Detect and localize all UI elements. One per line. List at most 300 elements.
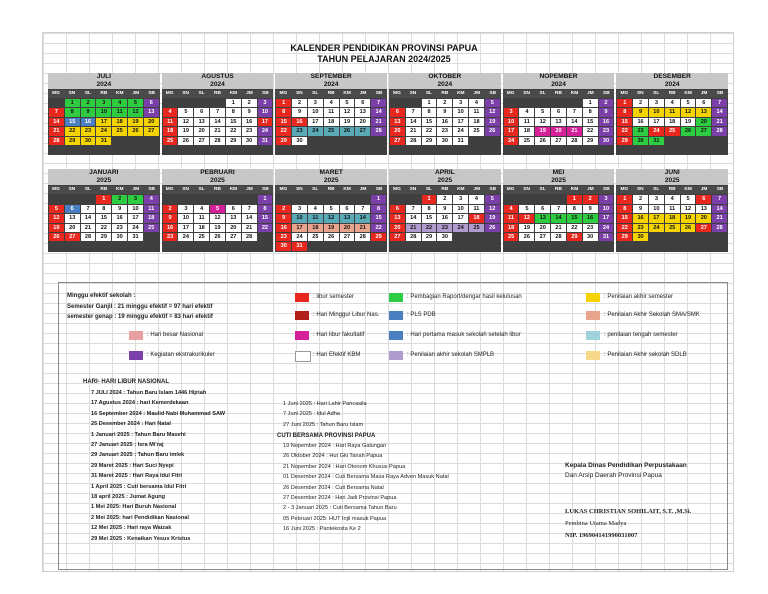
empty-cell [49, 242, 64, 250]
day-cell: 30 [437, 137, 452, 145]
day-name: RB [441, 187, 449, 193]
day-name: KM [116, 91, 124, 96]
day-name: SN [523, 187, 530, 193]
day-cell: 21 [712, 214, 727, 222]
empty-cell [551, 99, 566, 107]
holiday-item: 26 Desember 2024 : Cuti Bersama Natal [283, 484, 384, 491]
day-cell: 12 [340, 108, 355, 116]
title-line-1: KALENDER PENDIDIKAN PROVINSI PAPUA [290, 43, 478, 53]
day-cell: 10 [178, 214, 193, 222]
day-cell: 26 [178, 137, 193, 145]
day-cell: 14 [49, 118, 64, 126]
day-name: SN [636, 91, 644, 96]
month-header [48, 73, 160, 90]
day-cell: 16 [437, 118, 452, 126]
day-cell: 13 [390, 118, 405, 126]
month-header [616, 169, 728, 186]
month-name: PEBRUARI [200, 169, 235, 177]
month-name: APRIL [434, 169, 455, 177]
day-cell: 20 [340, 224, 355, 232]
day-cell: 26 [485, 127, 500, 135]
day-name: SB [603, 91, 610, 96]
day-name: SB [716, 187, 724, 193]
day-cell: 18 [324, 118, 339, 126]
day-names [616, 186, 728, 194]
empty-cell [49, 99, 64, 107]
holiday-item: 18 april 2025 : Jumat Agung [91, 494, 166, 500]
month-januari [48, 169, 160, 251]
day-cell: 13 [551, 118, 566, 126]
day-cell: 27 [340, 233, 355, 241]
day-cell: 28 [406, 233, 421, 241]
days-grid [48, 194, 160, 251]
month-name: OKTOBER [428, 73, 462, 80]
calendar-row [48, 169, 728, 251]
day-cell: 6 [696, 99, 711, 107]
day-cell: 24 [178, 233, 193, 241]
day-cell: 30 [583, 233, 598, 241]
empty-cell [681, 146, 696, 154]
day-cell: 30 [633, 137, 648, 145]
day-cell: 29 [276, 137, 291, 145]
day-cell: 2 [599, 99, 614, 107]
holiday-item: 21 Nopember 2024 : Hari Otonom Khusus Papua [283, 463, 406, 470]
day-cell: 25 [112, 127, 127, 135]
day-cell: 31 [649, 137, 664, 145]
day-name: JM [700, 187, 708, 193]
empty-cell [422, 242, 437, 250]
day-cell: 23 [292, 127, 307, 135]
day-cell: 11 [112, 108, 127, 116]
empty-cell [599, 146, 614, 154]
day-cell: 6 [144, 99, 159, 107]
empty-cell [242, 195, 257, 203]
day-cell: 17 [649, 214, 664, 222]
empty-cell [340, 146, 355, 154]
legend-penilaian-sma: : Penilaian Akhir Sekolah SMA/SMK [604, 312, 700, 318]
empty-cell [163, 242, 178, 250]
empty-cell [469, 137, 484, 145]
month-september [275, 73, 387, 155]
day-cell: 23 [583, 224, 598, 232]
cuti-title: CUTI BERSAMA PROVINSI PAPUA [277, 433, 376, 439]
empty-cell [81, 146, 96, 154]
day-cell: 14 [712, 108, 727, 116]
day-cell: 6 [340, 205, 355, 213]
day-cell: 6 [696, 195, 711, 203]
month-name: DESEMBER [653, 73, 691, 80]
holiday-item: 7 Juni 2025 : Idul Adha [283, 411, 340, 418]
empty-cell [65, 195, 80, 203]
day-cell: 5 [210, 205, 225, 213]
swatch-kegiatan [129, 351, 143, 360]
day-cell: 22 [422, 127, 437, 135]
empty-cell [163, 146, 178, 154]
day-cell: 2 [437, 195, 452, 203]
day-name: SL [653, 91, 660, 96]
empty-cell [242, 146, 257, 154]
day-cell: 25 [144, 224, 159, 232]
day-cell: 27 [551, 137, 566, 145]
swatch-penilaian-smplb [389, 351, 403, 360]
legend-libur-semester: : libur semester [313, 294, 355, 300]
empty-cell [485, 242, 500, 250]
empty-cell [696, 137, 711, 145]
legend-penilaian-smplb: : Penilaian akhir sekolah SMPLB [407, 352, 495, 358]
day-names [48, 186, 160, 194]
empty-cell [453, 233, 468, 241]
day-cell: 21 [406, 127, 421, 135]
empty-cell [567, 146, 582, 154]
month-header [503, 169, 615, 186]
day-cell: 22 [276, 127, 291, 135]
day-cell: 29 [422, 137, 437, 145]
calendar-grid [48, 73, 728, 252]
month-year: 2025 [210, 177, 225, 185]
day-name: SB [148, 91, 156, 96]
day-name: SB [375, 187, 383, 193]
empty-cell [696, 146, 711, 154]
legend-hari-efektif: : Hari Efektif KBM [313, 352, 361, 358]
day-cell: 19 [340, 118, 355, 126]
day-cell: 18 [469, 214, 484, 222]
day-cell: 14 [551, 214, 566, 222]
day-cell: 27 [390, 137, 405, 145]
day-cell: 17 [258, 118, 273, 126]
empty-cell [292, 146, 307, 154]
day-cell: 30 [81, 137, 96, 145]
day-name: SB [716, 91, 724, 96]
day-cell: 12 [49, 214, 64, 222]
empty-cell [308, 146, 323, 154]
day-cell: 10 [292, 214, 307, 222]
day-name: MG [52, 187, 60, 193]
day-cell: 7 [712, 195, 727, 203]
month-header [616, 73, 728, 90]
holiday-item: 2 Mei 2025: hari Pendidikan Nasional [91, 514, 189, 521]
empty-cell [324, 146, 339, 154]
day-cell: 26 [535, 137, 550, 145]
empty-cell [258, 242, 273, 250]
day-cell: 8 [617, 205, 632, 213]
day-cell: 24 [649, 127, 664, 135]
day-cell: 15 [422, 118, 437, 126]
day-cell: 17 [453, 214, 468, 222]
day-cell: 11 [519, 118, 534, 126]
day-cell: 6 [194, 108, 209, 116]
day-cell: 2 [437, 99, 452, 107]
empty-cell [276, 146, 291, 154]
swatch-hari-besar [129, 331, 143, 340]
day-cell: 20 [355, 118, 370, 126]
swatch-hari-minggu [295, 311, 309, 320]
month-name: NOPEMBER [539, 73, 578, 80]
legend-penilaian-tengah: : penilaian tengah semester [604, 332, 678, 338]
day-cell: 30 [292, 137, 307, 145]
days-grid [616, 194, 728, 251]
holiday-item: 7 JULI 2024 : Tahun Baru Islam 1446 Hijriah [91, 390, 207, 396]
day-cell: 31 [453, 137, 468, 145]
empty-cell [485, 137, 500, 145]
empty-cell [65, 146, 80, 154]
day-name: MG [279, 187, 288, 193]
month-april [389, 169, 501, 251]
day-cell: 27 [65, 233, 80, 241]
day-cell: 23 [81, 127, 96, 135]
day-cell: 15 [96, 214, 111, 222]
empty-cell [599, 242, 614, 250]
day-cell: 8 [65, 108, 80, 116]
day-cell: 24 [128, 224, 143, 232]
day-cell: 14 [81, 214, 96, 222]
empty-cell [178, 99, 193, 107]
day-cell: 28 [210, 137, 225, 145]
days-grid [389, 194, 501, 251]
legend-penilaian-sdlb: : Penilaian Akhir sekolah SDLB [604, 352, 687, 358]
title-line-2: TAHUN PELAJARAN 2024/2025 [317, 54, 451, 64]
day-cell: 28 [712, 127, 727, 135]
day-cell: 16 [437, 214, 452, 222]
empty-cell [406, 99, 421, 107]
day-cell: 10 [599, 205, 614, 213]
month-name: JUNI [664, 169, 680, 177]
swatch-pls-pdb [389, 311, 403, 320]
signature-nip: NIP. 196904141990031007 [565, 532, 638, 539]
day-cell: 5 [681, 99, 696, 107]
empty-cell [712, 233, 727, 241]
day-cell: 26 [210, 233, 225, 241]
day-cell: 19 [178, 127, 193, 135]
empty-cell [210, 242, 225, 250]
empty-cell [390, 99, 405, 107]
day-name: SL [312, 91, 319, 96]
empty-cell [437, 146, 452, 154]
day-name: RB [327, 187, 335, 193]
day-cell: 3 [178, 205, 193, 213]
day-name: RB [100, 187, 108, 193]
day-cell: 11 [504, 214, 519, 222]
legend-kegiatan: : Kegiatan ekstrakurikuler [147, 352, 215, 358]
day-cell: 3 [599, 195, 614, 203]
day-name: RB [100, 91, 108, 96]
day-names [503, 186, 615, 194]
days-grid [503, 194, 615, 251]
day-cell: 22 [96, 224, 111, 232]
days-grid [162, 98, 274, 155]
empty-cell [194, 99, 209, 107]
empty-cell [406, 146, 421, 154]
empty-cell [292, 195, 307, 203]
day-cell: 10 [504, 118, 519, 126]
empty-cell [390, 242, 405, 250]
holiday-item: 27 Januari 2025 : Isra Mi'raj [91, 442, 164, 448]
day-cell: 3 [453, 195, 468, 203]
holiday-item: 01 Desember 2024 : Cuti Bersama Masa Raya Adven Masuk Natal [283, 474, 449, 481]
day-name: KM [684, 187, 692, 193]
day-cell: 13 [65, 214, 80, 222]
empty-cell [81, 195, 96, 203]
day-cell: 22 [617, 224, 632, 232]
day-cell: 12 [324, 214, 339, 222]
day-cell: 24 [599, 224, 614, 232]
month-name: AGUSTUS [201, 73, 234, 80]
day-cell: 16 [242, 118, 257, 126]
day-cell: 2 [242, 99, 257, 107]
empty-cell [665, 242, 680, 250]
day-cell: 9 [112, 205, 127, 213]
day-cell: 15 [258, 214, 273, 222]
day-cell: 7 [355, 205, 370, 213]
day-cell: 25 [665, 127, 680, 135]
swatch-penilaian-tengah [586, 331, 600, 340]
empty-cell [178, 146, 193, 154]
empty-cell [469, 233, 484, 241]
day-cell: 21 [371, 118, 386, 126]
day-name: SL [312, 187, 319, 193]
day-cell: 9 [633, 205, 648, 213]
empty-cell [355, 242, 370, 250]
day-cell: 11 [308, 214, 323, 222]
swatch-hari-efektif [295, 351, 311, 362]
day-cell: 4 [504, 205, 519, 213]
day-cell: 8 [583, 108, 598, 116]
day-cell: 3 [292, 205, 307, 213]
day-cell: 11 [469, 108, 484, 116]
day-cell: 22 [567, 224, 582, 232]
signature-name: LUKAS CHRISTIAN SOHILAIT, S.T. ,M.Si. [565, 508, 692, 515]
day-cell: 20 [194, 127, 209, 135]
day-cell: 15 [371, 214, 386, 222]
holiday-item: 12 Mei 2025 : Hari raya Waizak [91, 525, 172, 532]
day-cell: 24 [258, 127, 273, 135]
day-cell: 4 [163, 108, 178, 116]
day-cell: 5 [485, 195, 500, 203]
swatch-libur-fakultatif [295, 331, 309, 340]
day-names [389, 186, 501, 194]
empty-cell [226, 146, 241, 154]
day-cell: 25 [469, 224, 484, 232]
empty-cell [406, 242, 421, 250]
empty-cell [340, 242, 355, 250]
holiday-item: 1 Mei 2025: Hari Buruh Nasional [91, 504, 177, 511]
month-header [389, 73, 501, 90]
day-cell: 9 [583, 205, 598, 213]
day-cell: 19 [324, 224, 339, 232]
month-year: 2025 [551, 177, 566, 185]
signature-rank: Pembina Utama Madya [565, 520, 627, 527]
day-cell: 1 [567, 195, 582, 203]
day-name: SN [295, 91, 303, 96]
day-cell: 17 [504, 127, 519, 135]
month-year: 2024 [664, 81, 680, 88]
day-cell: 11 [469, 205, 484, 213]
holiday-item: 29 Januari 2025 : Tahun Baru imlek [91, 452, 185, 459]
day-cell: 29 [96, 233, 111, 241]
day-name: RB [214, 91, 221, 96]
empty-cell [712, 242, 727, 250]
day-cell: 17 [649, 118, 664, 126]
empty-cell [49, 146, 64, 154]
day-cell: 31 [96, 137, 111, 145]
day-cell: 19 [210, 224, 225, 232]
day-name: MG [52, 91, 60, 96]
month-year: 2024 [210, 81, 225, 88]
month-name: SEPTEMBER [310, 73, 352, 80]
day-cell: 18 [308, 224, 323, 232]
empty-cell [242, 242, 257, 250]
day-cell: 5 [324, 205, 339, 213]
day-cell: 16 [81, 118, 96, 126]
empty-cell [551, 242, 566, 250]
day-cell: 4 [144, 195, 159, 203]
day-cell: 19 [49, 224, 64, 232]
day-cell: 27 [194, 137, 209, 145]
day-cell: 3 [258, 99, 273, 107]
day-cell: 7 [567, 108, 582, 116]
day-name: KM [116, 187, 124, 193]
day-cell: 23 [633, 224, 648, 232]
day-cell: 11 [665, 205, 680, 213]
empty-cell [567, 242, 582, 250]
day-cell: 28 [49, 137, 64, 145]
calendar-row [48, 73, 728, 155]
day-name: JM [359, 187, 367, 193]
month-mei [503, 169, 615, 251]
empty-cell [163, 99, 178, 107]
empty-cell [128, 137, 143, 145]
empty-cell [210, 99, 225, 107]
empty-cell [453, 146, 468, 154]
day-cell: 9 [276, 214, 291, 222]
empty-cell [535, 195, 550, 203]
month-desember [616, 73, 728, 155]
day-names [275, 90, 387, 98]
day-cell: 2 [276, 205, 291, 213]
day-name: SN [182, 187, 189, 193]
holiday-item: 25 Desember 2024 : Hari Natal [91, 421, 171, 428]
day-cell: 12 [485, 108, 500, 116]
day-name: RB [668, 187, 676, 193]
day-cell: 4 [519, 108, 534, 116]
holiday-item: 1 April 2025 : Cuti bersama Idul Fitri [91, 483, 187, 490]
holiday-item: 17 Agustus 2024 : hari Kemerdekaan [91, 400, 189, 407]
empty-cell [371, 137, 386, 145]
day-cell: 20 [696, 214, 711, 222]
day-cell: 5 [485, 99, 500, 107]
day-cell: 22 [583, 127, 598, 135]
day-cell: 7 [406, 205, 421, 213]
day-cell: 25 [665, 224, 680, 232]
day-cell: 18 [144, 214, 159, 222]
day-cell: 19 [681, 118, 696, 126]
day-cell: 28 [242, 233, 257, 241]
empty-cell [485, 233, 500, 241]
empty-cell [649, 233, 664, 241]
day-cell: 9 [437, 108, 452, 116]
days-grid [503, 98, 615, 155]
empty-cell [324, 195, 339, 203]
day-cell: 10 [308, 108, 323, 116]
legend-hari-pertama: : Hari pertama masuk sekolah setelah libur [407, 332, 521, 338]
day-cell: 5 [178, 108, 193, 116]
swatch-pembagian-raport [389, 293, 403, 302]
empty-cell [210, 146, 225, 154]
empty-cell [504, 242, 519, 250]
day-cell: 23 [242, 127, 257, 135]
empty-cell [112, 137, 127, 145]
empty-cell [519, 242, 534, 250]
days-grid [162, 194, 274, 251]
